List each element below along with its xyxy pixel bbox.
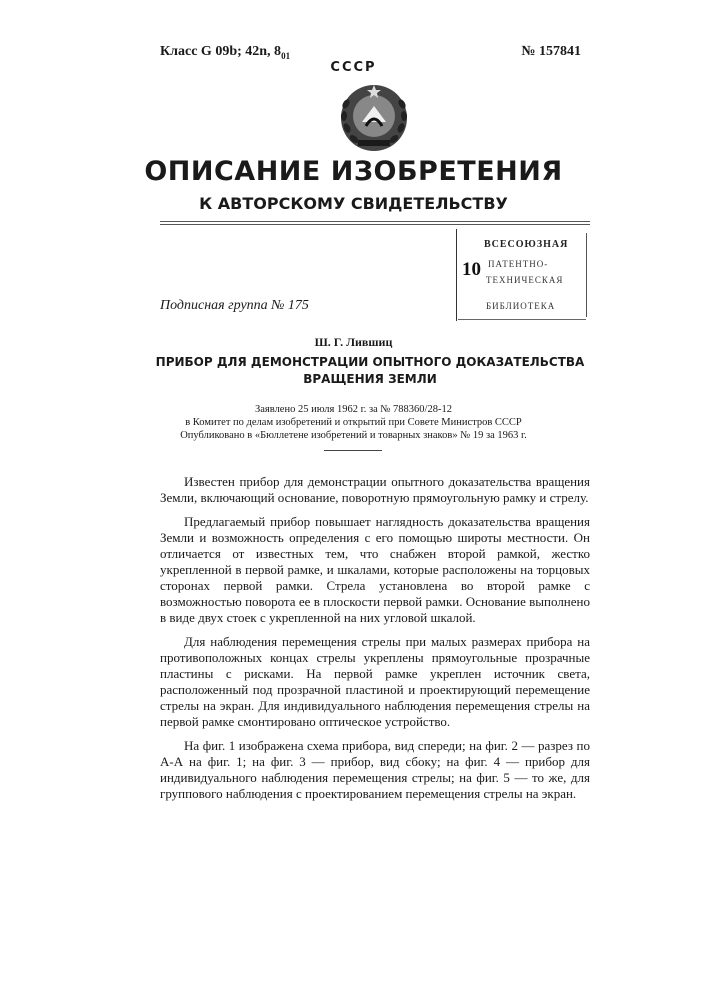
invention-title: ПРИБОР ДЛЯ ДЕМОНСТРАЦИИ ОПЫТНОГО ДОКАЗАТЕЛЬСТВА ВРАЩЕНИЯ ЗЕМЛИ [140,354,600,388]
publication-line: Опубликовано в «Бюллетене изобретений и товарных знаков» № 19 за 1963 г. [0,430,707,441]
document-subtitle: К АВТОРСКОМУ СВИДЕТЕЛЬСТВУ [0,194,707,213]
author-name: Ш. Г. Лившиц [0,335,707,350]
stamp-border-left [456,229,457,321]
description-paragraph-2: Предлагаемый прибор повышает наглядность доказательства вращения Земли и возможность определения с его помощью широты местности. Он отличается от известных тем, что снабжен второй рамкой, жестко укрепленной в первой рамке, и шкалами, которые расположены на торцовых сторонах первой рамки. Стрела установлена во второй рамке с возможностью поворота ее в плоскости первой рамки. Основание выполнено в виде двух стоек с укрепленной на них угловой шкалой. [160,514,590,626]
stamp-number: 10 [462,259,481,281]
committee-line: в Комитет по делам изобретений и открытий при Совете Министров СССР [0,417,707,428]
classification-main: Класс G 09b; 42n, 8 [160,44,281,59]
description-paragraph-3: Для наблюдения перемещения стрелы при малых размерах прибора на противоположных концах стрелы укреплены прямоугольные прозрачные пластины с рисками. На первой рамке укреплен источник света, расположенный под прозрачной пластиной и проектирующий перемещение стрелы на экран. Для индивидуального наблюдения перемещения стрелы на первой рамке смонтировано оптическое устройство. [160,634,590,730]
library-stamp [446,229,592,325]
patent-number: № 157841 [521,44,581,60]
stamp-line-2: ПАТЕНТНО- [488,259,548,269]
stamp-border-right [586,233,587,317]
description-body [160,474,590,810]
classification [160,44,290,61]
title-divider [160,221,590,222]
classification-subscript: 01 [281,51,290,61]
document-title: ОПИСАНИЕ ИЗОБРЕТЕНИЯ [0,156,707,187]
country-label: СССР [0,60,707,75]
ussr-emblem-icon [338,82,410,154]
title-divider-second [160,224,590,225]
subscription-group: Подписная группа № 175 [160,298,309,314]
stamp-line-1: ВСЕСОЮЗНАЯ [484,239,568,250]
description-paragraph-1: Известен прибор для демонстрации опытного доказательства вращения Земли, включающий основание, поворотную прямоугольную рамку и стрелу. [160,474,590,506]
stamp-line-4: БИБЛИОТЕКА [486,301,555,311]
filing-date: Заявлено 25 июля 1962 г. за № 788360/28-12 [0,404,707,415]
stamp-line-3: ТЕХНИЧЕСКАЯ [486,275,563,285]
stamp-border-bottom [458,319,586,320]
meta-divider [324,450,382,451]
description-paragraph-4: На фиг. 1 изображена схема прибора, вид спереди; на фиг. 2 — разрез по А-А на фиг. 1; на фиг. 3 — прибор, вид сбоку; на фиг. 4 — прибор для индивидуального наблюдения перемещения стрелы; на фиг. 5 — то же, для группового наблюдения с проектированием перемещения стрелы на экран. [160,738,590,802]
